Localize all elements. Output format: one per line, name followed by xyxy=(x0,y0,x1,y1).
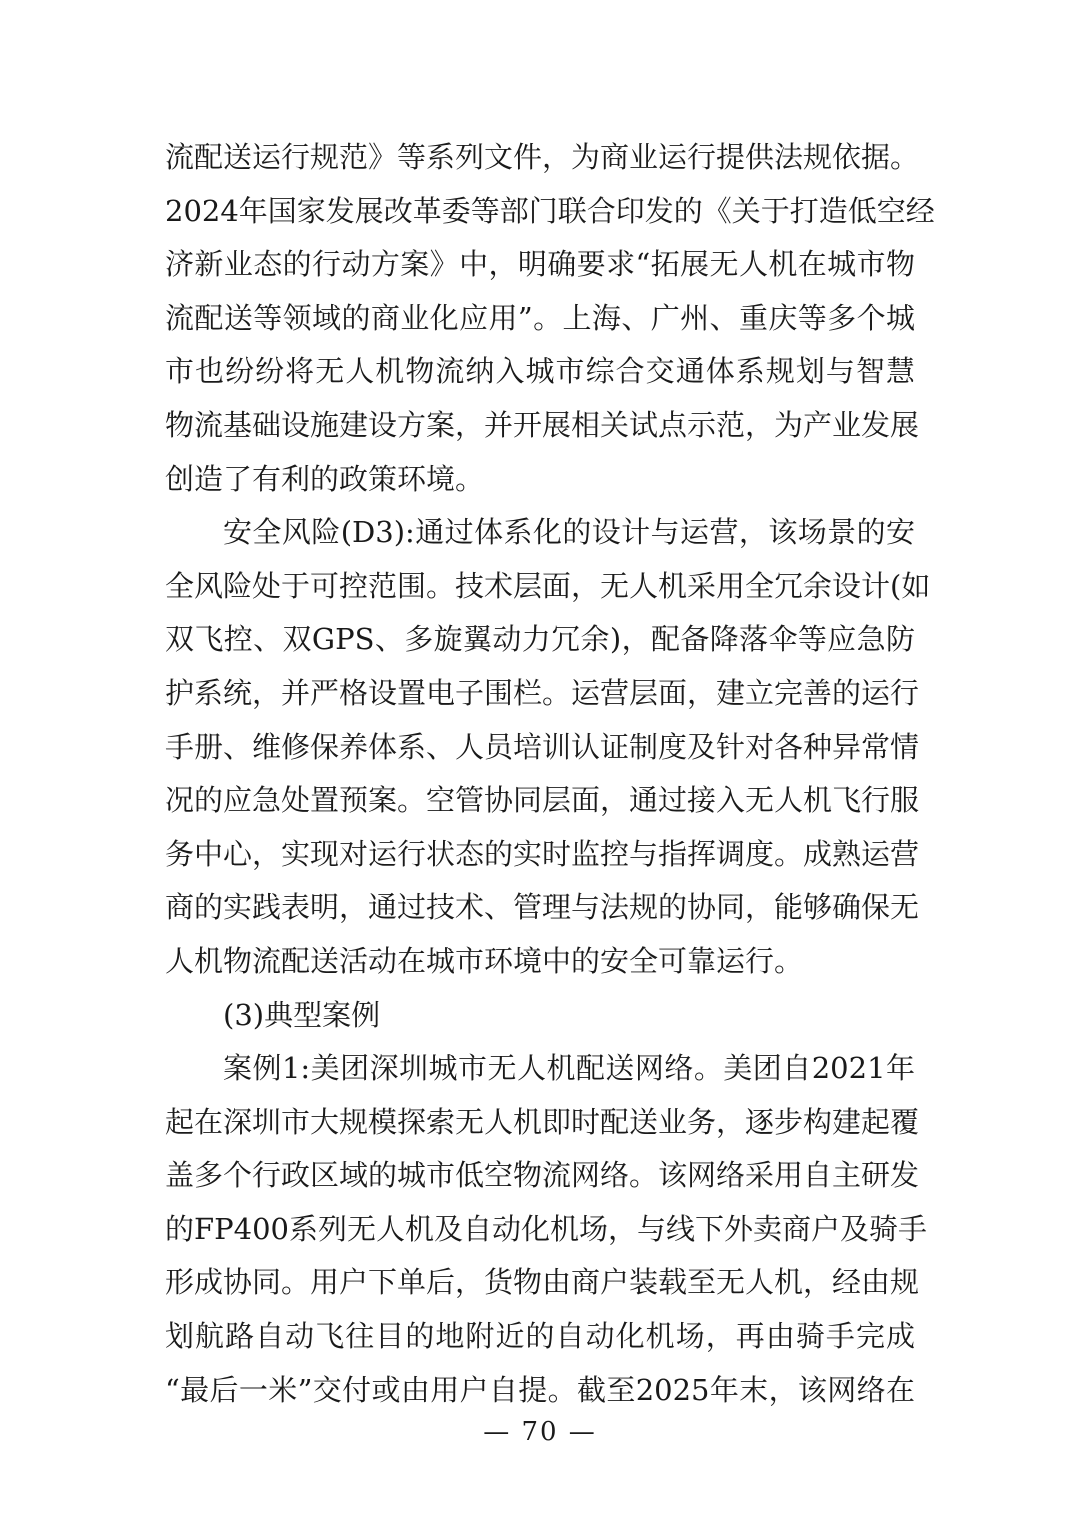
text-line: 济新业态的行动方案》中，明确要求“拓展无人机在城市物 xyxy=(165,247,915,282)
text-line: 形成协同。用户下单后，货物由商户装载至无人机，经由规 xyxy=(165,1265,920,1300)
page-number: — 70 — xyxy=(483,1417,597,1447)
text-line: 的FP400系列无人机及自动化机场，与线下外卖商户及骑手 xyxy=(165,1211,927,1246)
text-line: 案例1:美团深圳城市无人机配送网络。美团自2021年 xyxy=(223,1051,915,1086)
text-line: 况的应急处置预案。空管协同层面，通过接入无人机飞行服 xyxy=(165,783,920,818)
text-line: 划航路自动飞往目的地附近的自动化机场，再由骑手完成 xyxy=(165,1319,915,1354)
text-line: 务中心，实现对运行状态的实时监控与指挥调度。成熟运营 xyxy=(165,836,920,871)
text-line: 市也纷纷将无人机物流纳入城市综合交通体系规划与智慧 xyxy=(165,354,915,389)
text-line: 全风险处于可控范围。技术层面，无人机采用全冗余设计(如 xyxy=(165,568,931,603)
text-line: (3)典型案例 xyxy=(223,997,381,1032)
text-line: 商的实践表明，通过技术、管理与法规的协同，能够确保无 xyxy=(165,890,920,925)
text-line: 起在深圳市大规模探索无人机即时配送业务，逐步构建起覆 xyxy=(165,1104,920,1139)
text-line: 物流基础设施建设方案，并开展相关试点示范，为产业发展 xyxy=(165,407,920,442)
text-line: 安全风险(D3):通过体系化的设计与运营，该场景的安 xyxy=(223,515,915,550)
text-line: 手册、维修保养体系、人员培训认证制度及针对各种异常情 xyxy=(165,729,920,764)
text-line: 护系统，并严格设置电子围栏。运营层面，建立完善的运行 xyxy=(165,675,920,710)
text-line: 双飞控、双GPS、多旋翼动力冗余)，配备降落伞等应急防 xyxy=(165,622,915,657)
text-line: 创造了有利的政策环境。 xyxy=(165,461,485,496)
text-line: “最后一米”交付或由用户自提。截至2025年末，该网络在 xyxy=(165,1372,915,1407)
text-line: 流配送等领域的商业化应用”。上海、广州、重庆等多个城 xyxy=(165,300,915,335)
document-body xyxy=(165,131,935,1417)
text-line: 盖多个行政区域的城市低空物流网络。该网络采用自主研发 xyxy=(165,1158,920,1193)
text-line: 2024年国家发展改革委等部门联合印发的《关于打造低空经 xyxy=(165,193,935,228)
text-line: 人机物流配送活动在城市环境中的安全可靠运行。 xyxy=(165,943,804,978)
text-line: 流配送运行规范》等系列文件，为商业运行提供法规依据。 xyxy=(165,140,920,174)
